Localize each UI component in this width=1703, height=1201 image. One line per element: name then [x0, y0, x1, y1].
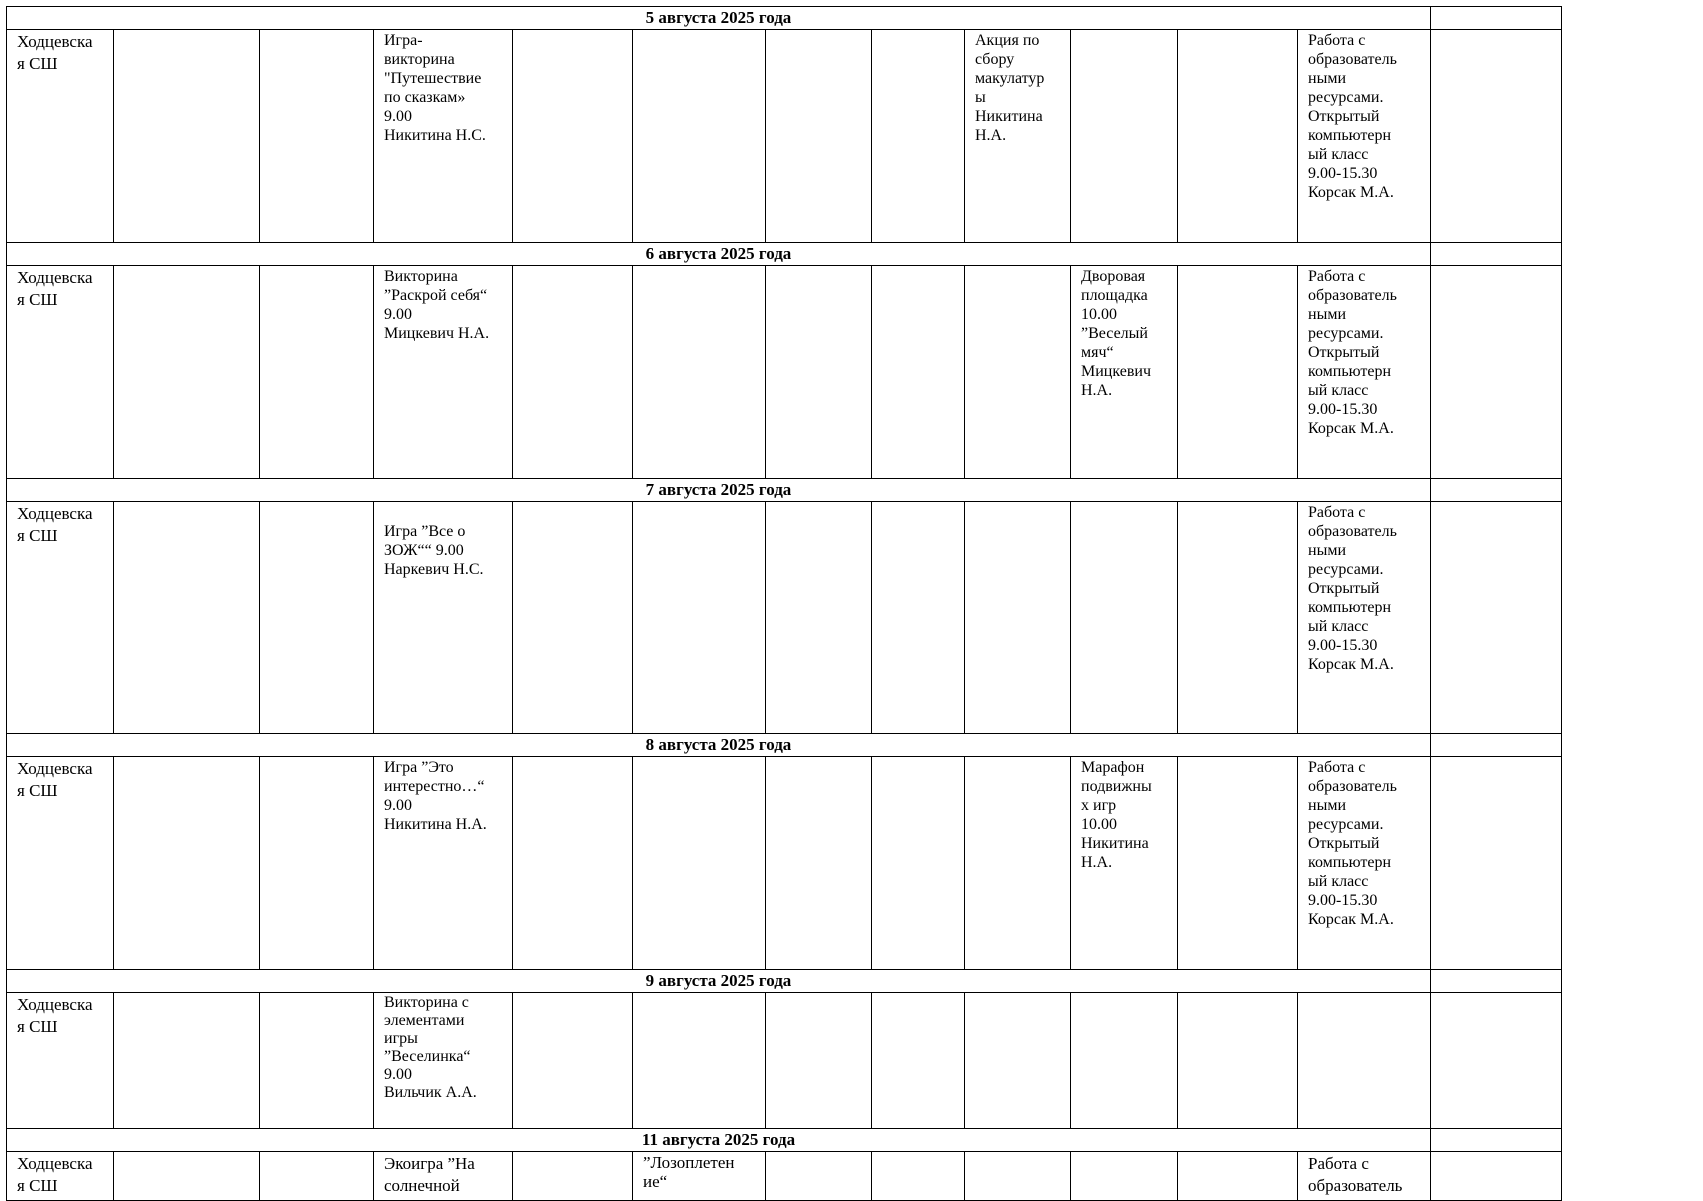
empty-cell — [1178, 502, 1298, 734]
empty-cell — [872, 266, 965, 479]
event-cell: ”Лозоплетен ие“ — [633, 1152, 766, 1201]
event-cell — [965, 266, 1071, 479]
empty-cell — [1431, 1129, 1562, 1152]
event-cell: Игра- викторина "Путешествие по сказкам» 9.00 Никитина Н.С. — [374, 30, 513, 243]
event-cell: Работа с образователь ными ресурсами. Открытый компьютерн ый класс 9.00-15.30 Корсак М.А. — [1298, 502, 1431, 734]
event-cell: Марафон подвижны х игр 10.00 Никитина Н.А. — [1071, 757, 1178, 970]
empty-cell — [1178, 1152, 1298, 1201]
empty-cell — [766, 1152, 872, 1201]
event-cell — [513, 1152, 633, 1201]
empty-cell — [1431, 1152, 1562, 1201]
school-cell: Ходцевска я СШ — [7, 502, 114, 734]
event-cell: Работа с образователь ными ресурсами. Открытый компьютерн ый класс 9.00-15.30 Корсак М.А. — [1298, 30, 1431, 243]
school-cell: Ходцевска я СШ — [7, 1152, 114, 1201]
empty-cell — [1431, 502, 1562, 734]
empty-cell — [1178, 757, 1298, 970]
empty-cell — [872, 502, 965, 734]
event-cell: Акция по сбору макулатур ы Никитина Н.А. — [965, 30, 1071, 243]
event-cell — [965, 993, 1071, 1129]
event-cell — [633, 757, 766, 970]
event-cell — [965, 502, 1071, 734]
empty-cell — [260, 266, 374, 479]
empty-cell — [260, 993, 374, 1129]
schedule-page — [6, 6, 1562, 1201]
empty-cell — [872, 993, 965, 1129]
event-cell: Дворовая площадка 10.00 ”Веселый мяч“ Мицкевич Н.А. — [1071, 266, 1178, 479]
empty-cell — [260, 757, 374, 970]
event-cell: Викторина с элементами игры ”Веселинка“ 9.00 Вильчик А.А. — [374, 993, 513, 1129]
empty-cell — [766, 30, 872, 243]
empty-cell — [114, 757, 260, 970]
schedule-table — [6, 6, 1562, 1201]
empty-cell — [766, 266, 872, 479]
empty-cell — [766, 502, 872, 734]
date-heading: 8 августа 2025 года — [7, 734, 1431, 757]
event-cell — [1071, 1152, 1178, 1201]
event-cell: Работа с образователь — [1298, 1152, 1431, 1201]
empty-cell — [1431, 30, 1562, 243]
event-cell: Игра ”Это интерестно…“ 9.00 Никитина Н.А. — [374, 757, 513, 970]
event-cell — [1071, 993, 1178, 1129]
date-row — [7, 1129, 1562, 1152]
empty-cell — [1431, 993, 1562, 1129]
event-cell — [513, 30, 633, 243]
event-cell: Игра ”Все о ЗОЖ““ 9.00 Наркевич Н.С. — [374, 502, 513, 734]
event-cell — [513, 993, 633, 1129]
empty-cell — [114, 1152, 260, 1201]
event-cell — [513, 757, 633, 970]
date-row — [7, 970, 1562, 993]
date-row — [7, 734, 1562, 757]
date-row — [7, 479, 1562, 502]
date-heading: 11 августа 2025 года — [7, 1129, 1431, 1152]
event-cell — [633, 266, 766, 479]
empty-cell — [766, 757, 872, 970]
empty-cell — [1178, 30, 1298, 243]
schedule-row — [7, 502, 1562, 734]
empty-cell — [114, 993, 260, 1129]
empty-cell — [114, 502, 260, 734]
event-cell — [513, 502, 633, 734]
empty-cell — [1178, 993, 1298, 1129]
empty-cell — [114, 266, 260, 479]
schedule-row — [7, 993, 1562, 1129]
empty-cell — [114, 30, 260, 243]
empty-cell — [1431, 970, 1562, 993]
empty-cell — [872, 757, 965, 970]
school-cell: Ходцевска я СШ — [7, 266, 114, 479]
empty-cell — [1431, 479, 1562, 502]
empty-cell — [1431, 757, 1562, 970]
date-heading: 9 августа 2025 года — [7, 970, 1431, 993]
empty-cell — [1431, 243, 1562, 266]
event-cell — [513, 266, 633, 479]
date-heading: 6 августа 2025 года — [7, 243, 1431, 266]
event-cell — [633, 502, 766, 734]
empty-cell — [1431, 266, 1562, 479]
event-cell: Экоигра ”На солнечной — [374, 1152, 513, 1201]
event-cell — [1071, 30, 1178, 243]
empty-cell — [1431, 7, 1562, 30]
event-cell — [633, 993, 766, 1129]
event-cell — [633, 30, 766, 243]
event-cell — [1071, 502, 1178, 734]
schedule-row — [7, 757, 1562, 970]
schedule-row — [7, 30, 1562, 243]
empty-cell — [260, 502, 374, 734]
event-cell: Работа с образователь ными ресурсами. Открытый компьютерн ый класс 9.00-15.30 Корсак М.А. — [1298, 757, 1431, 970]
empty-cell — [872, 30, 965, 243]
date-heading: 5 августа 2025 года — [7, 7, 1431, 30]
event-cell: Работа с образователь ными ресурсами. Открытый компьютерн ый класс 9.00-15.30 Корсак М.А. — [1298, 266, 1431, 479]
school-cell: Ходцевска я СШ — [7, 30, 114, 243]
schedule-row — [7, 1152, 1562, 1201]
empty-cell — [766, 993, 872, 1129]
event-cell: Викторина ”Раскрой себя“ 9.00 Мицкевич Н.А. — [374, 266, 513, 479]
empty-cell — [260, 30, 374, 243]
school-cell: Ходцевска я СШ — [7, 757, 114, 970]
empty-cell — [872, 1152, 965, 1201]
empty-cell — [1431, 734, 1562, 757]
schedule-row — [7, 266, 1562, 479]
event-cell — [1298, 993, 1431, 1129]
date-row — [7, 243, 1562, 266]
event-cell — [965, 757, 1071, 970]
schedule-body — [7, 7, 1562, 1201]
empty-cell — [1178, 266, 1298, 479]
date-row — [7, 7, 1562, 30]
empty-cell — [260, 1152, 374, 1201]
school-cell: Ходцевска я СШ — [7, 993, 114, 1129]
date-heading: 7 августа 2025 года — [7, 479, 1431, 502]
event-cell — [965, 1152, 1071, 1201]
